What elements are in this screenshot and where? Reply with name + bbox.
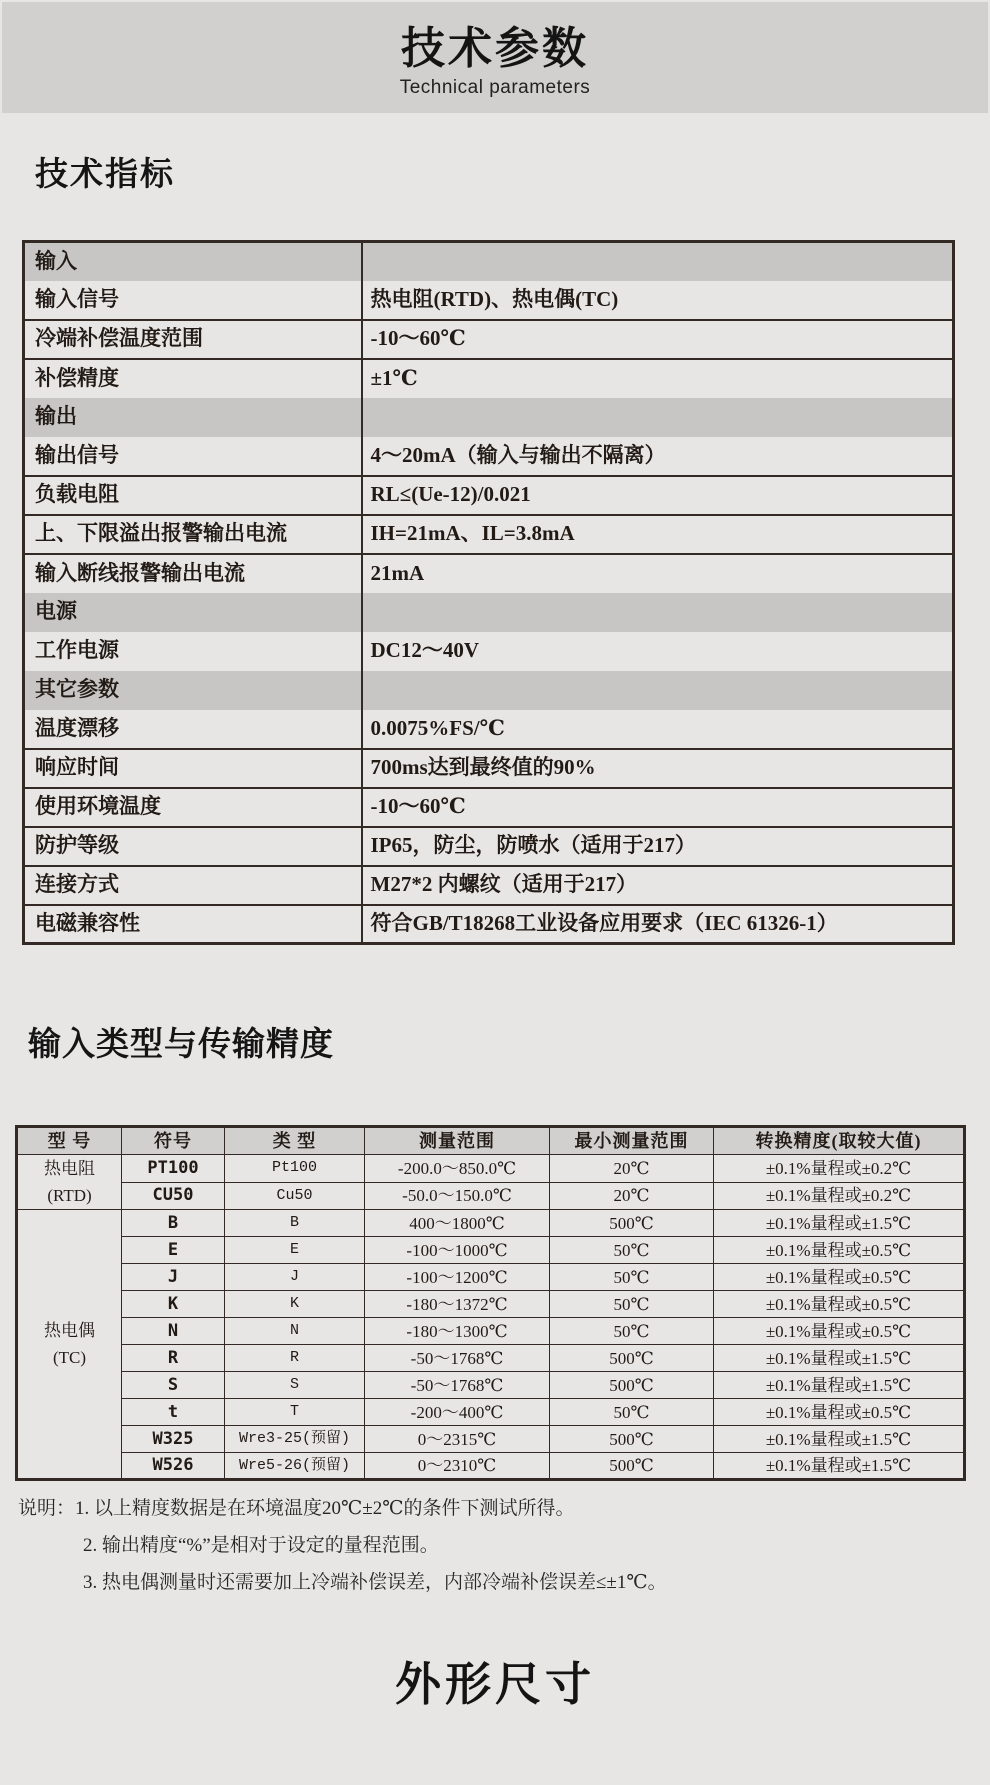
spec-label-cell: 冷端补偿温度范围 — [24, 320, 362, 359]
page-banner — [2, 2, 988, 113]
accuracy-cell: -100～1200℃ — [365, 1264, 550, 1291]
table-row — [17, 1210, 965, 1237]
column-header: 型 号 — [17, 1127, 122, 1155]
accuracy-cell: ±0.1%量程或±0.5℃ — [714, 1237, 965, 1264]
table-row — [17, 1345, 965, 1372]
accuracy-cell: W526 — [122, 1453, 225, 1480]
accuracy-cell: N — [225, 1318, 365, 1345]
accuracy-cell: J — [122, 1264, 225, 1291]
accuracy-cell: t — [122, 1399, 225, 1426]
spec-label-cell: 补偿精度 — [24, 359, 362, 398]
accuracy-cell: ±0.1%量程或±1.5℃ — [714, 1426, 965, 1453]
accuracy-cell: E — [122, 1237, 225, 1264]
accuracy-cell: ±0.1%量程或±0.2℃ — [714, 1155, 965, 1183]
spec-value-cell: DC12～40V — [370, 638, 479, 663]
accuracy-cell: -180～1372℃ — [365, 1291, 550, 1318]
accuracy-cell: B — [122, 1210, 225, 1237]
accuracy-cell: ±0.1%量程或±1.5℃ — [714, 1210, 965, 1237]
accuracy-cell: -200.0～850.0℃ — [365, 1155, 550, 1183]
spec-value-cell: IH=21mA、IL=3.8mA — [362, 515, 954, 554]
note-line: 3. 热电偶测量时还需要加上冷端补偿误差，内部冷端补偿误差≤±1℃。 — [83, 1572, 667, 1593]
table-row — [17, 1318, 965, 1345]
table-row — [24, 281, 954, 320]
spec-value-cell: 热电阻(RTD)、热电偶(TC) — [370, 286, 619, 311]
table-row — [24, 476, 954, 515]
accuracy-cell: ±0.1%量程或±0.5℃ — [714, 1291, 965, 1318]
spec-value-cell — [362, 242, 954, 281]
spec-label-cell: 温度漂移 — [24, 710, 362, 749]
accuracy-cell: ±0.1%量程或±1.5℃ — [714, 1372, 965, 1399]
spec-label-cell: 负载电阻 — [24, 476, 362, 515]
spec-value-cell: M27*2 内螺纹（适用于217） — [362, 866, 954, 905]
notes-prefix: 说明： — [18, 1498, 76, 1519]
table-row — [24, 320, 954, 359]
table-row — [17, 1372, 965, 1399]
spec-value-cell: -10～60℃ — [362, 320, 954, 359]
spec-label-cell: 输出信号 — [24, 437, 362, 476]
table-row — [24, 710, 954, 749]
section-heading-input-types: 输入类型与传输精度 — [28, 1025, 334, 1062]
table-row — [24, 632, 954, 671]
accuracy-cell: ±0.1%量程或±0.5℃ — [714, 1399, 965, 1426]
accuracy-cell: ±0.1%量程或±0.2℃ — [714, 1182, 965, 1210]
accuracy-cell: ±0.1%量程或±1.5℃ — [714, 1453, 965, 1480]
spec-table — [22, 240, 955, 945]
spec-label-cell: 输入 — [24, 242, 362, 281]
table-row — [24, 398, 954, 437]
spec-label-cell: 使用环境温度 — [24, 788, 362, 827]
spec-label-cell: 工作电源 — [24, 632, 362, 671]
table-row — [17, 1182, 965, 1210]
sensor-group-cell: 热电偶 (TC) — [17, 1210, 122, 1480]
spec-value-cell — [362, 593, 954, 632]
spec-value-cell: 700ms达到最终值的90% — [362, 749, 954, 788]
column-header: 类 型 — [225, 1127, 365, 1155]
column-header: 转换精度(取较大值) — [714, 1127, 965, 1155]
spec-value-cell: 21mA — [362, 554, 954, 593]
accuracy-cell: -100～1000℃ — [365, 1237, 550, 1264]
accuracy-cell: PT100 — [122, 1155, 225, 1183]
accuracy-cell: Pt100 — [225, 1155, 365, 1183]
table-row — [17, 1291, 965, 1318]
accuracy-cell: 500℃ — [550, 1426, 714, 1453]
accuracy-cell: J — [225, 1264, 365, 1291]
accuracy-cell: S — [225, 1372, 365, 1399]
accuracy-cell: K — [225, 1291, 365, 1318]
table-row — [24, 905, 954, 944]
table-row — [17, 1453, 965, 1480]
table-row — [17, 1155, 965, 1183]
table-row — [17, 1237, 965, 1264]
accuracy-cell: -50.0～150.0℃ — [365, 1182, 550, 1210]
accuracy-cell: 50℃ — [550, 1291, 714, 1318]
accuracy-cell: -50～1768℃ — [365, 1372, 550, 1399]
spec-value-cell: RL≤(Ue-12)/0.021 — [362, 476, 954, 515]
accuracy-cell: R — [225, 1345, 365, 1372]
page-subtitle: Technical parameters — [399, 77, 591, 98]
accuracy-cell: W325 — [122, 1426, 225, 1453]
accuracy-cell: -50～1768℃ — [365, 1345, 550, 1372]
spec-label-cell: 电磁兼容性 — [24, 905, 362, 944]
note-line: 2. 输出精度“%”是相对于设定的量程范围。 — [83, 1535, 439, 1556]
table-row — [24, 242, 954, 281]
accuracy-cell: 500℃ — [550, 1210, 714, 1237]
spec-value-cell: -10～60℃ — [362, 788, 954, 827]
spec-label-cell: 连接方式 — [24, 866, 362, 905]
table-row — [24, 554, 954, 593]
column-header: 测量范围 — [365, 1127, 550, 1155]
accuracy-cell: Wre5-26(预留) — [225, 1453, 365, 1480]
accuracy-cell: ±0.1%量程或±0.5℃ — [714, 1264, 965, 1291]
accuracy-cell: K — [122, 1291, 225, 1318]
accuracy-cell: Cu50 — [225, 1182, 365, 1210]
accuracy-cell: 20℃ — [550, 1182, 714, 1210]
table-row — [24, 515, 954, 554]
spec-label-cell: 上、下限溢出报警输出电流 — [24, 515, 362, 554]
accuracy-cell: -200～400℃ — [365, 1399, 550, 1426]
table-row — [24, 359, 954, 398]
accuracy-cell: 20℃ — [550, 1155, 714, 1183]
accuracy-table-head — [17, 1127, 965, 1155]
accuracy-cell: T — [225, 1399, 365, 1426]
sensor-group-cell: 热电阻 (RTD) — [17, 1155, 122, 1210]
page-title: 技术参数 — [401, 24, 589, 73]
accuracy-cell: Wre3-25(预留) — [225, 1426, 365, 1453]
accuracy-cell: CU50 — [122, 1182, 225, 1210]
table-row — [24, 788, 954, 827]
table-header-row — [17, 1127, 965, 1155]
table-row — [24, 437, 954, 476]
section-heading-dimensions: 外形尺寸 — [395, 1658, 595, 1710]
table-row — [24, 866, 954, 905]
section-heading-tech-specs: 技术指标 — [35, 155, 175, 192]
spec-value-cell: 符合GB/T18268工业设备应用要求（IEC 61326-1） — [362, 905, 954, 944]
spec-label-cell: 电源 — [24, 593, 362, 632]
accuracy-cell: 500℃ — [550, 1453, 714, 1480]
table-row — [24, 827, 954, 866]
accuracy-cell: 50℃ — [550, 1237, 714, 1264]
table-row — [17, 1399, 965, 1426]
accuracy-cell: N — [122, 1318, 225, 1345]
table-row — [17, 1264, 965, 1291]
accuracy-cell: E — [225, 1237, 365, 1264]
accuracy-cell: R — [122, 1345, 225, 1372]
accuracy-cell: 0～2310℃ — [365, 1453, 550, 1480]
column-header: 最小测量范围 — [550, 1127, 714, 1155]
spec-label-cell: 输入断线报警输出电流 — [24, 554, 362, 593]
spec-value-cell — [362, 398, 954, 437]
spec-table-body — [24, 242, 954, 944]
accuracy-cell: 50℃ — [550, 1399, 714, 1426]
accuracy-cell: 0～2315℃ — [365, 1426, 550, 1453]
accuracy-cell: 50℃ — [550, 1318, 714, 1345]
table-row — [24, 671, 954, 710]
spec-value-cell — [362, 671, 954, 710]
accuracy-table-body — [17, 1155, 965, 1480]
accuracy-table — [15, 1125, 966, 1481]
note-text: 1. 以上精度数据是在环境温度20℃±2℃的条件下测试所得。 — [75, 1498, 575, 1519]
spec-value-cell: 0.0075%FS/℃ — [370, 715, 505, 740]
column-header: 符号 — [122, 1127, 225, 1155]
accuracy-cell: -180～1300℃ — [365, 1318, 550, 1345]
table-row — [24, 593, 954, 632]
accuracy-cell: 400～1800℃ — [365, 1210, 550, 1237]
spec-label-cell: 响应时间 — [24, 749, 362, 788]
accuracy-cell: ±0.1%量程或±0.5℃ — [714, 1318, 965, 1345]
spec-label-cell: 输出 — [24, 398, 362, 437]
accuracy-cell: S — [122, 1372, 225, 1399]
accuracy-cell: B — [225, 1210, 365, 1237]
spec-value-cell: IP65，防尘，防喷水（适用于217） — [362, 827, 954, 866]
spec-label-cell: 防护等级 — [24, 827, 362, 866]
notes — [18, 1490, 667, 1601]
spec-value-cell: ±1℃ — [362, 359, 954, 398]
table-row — [24, 749, 954, 788]
spec-label-cell: 输入信号 — [24, 281, 362, 320]
spec-label-cell: 其它参数 — [24, 671, 362, 710]
accuracy-cell: 500℃ — [550, 1372, 714, 1399]
note-line — [18, 1490, 667, 1527]
accuracy-cell: 500℃ — [550, 1345, 714, 1372]
accuracy-cell: ±0.1%量程或±1.5℃ — [714, 1345, 965, 1372]
accuracy-cell: 50℃ — [550, 1264, 714, 1291]
spec-value-cell: 4～20mA（输入与输出不隔离） — [370, 442, 666, 467]
table-row — [17, 1426, 965, 1453]
